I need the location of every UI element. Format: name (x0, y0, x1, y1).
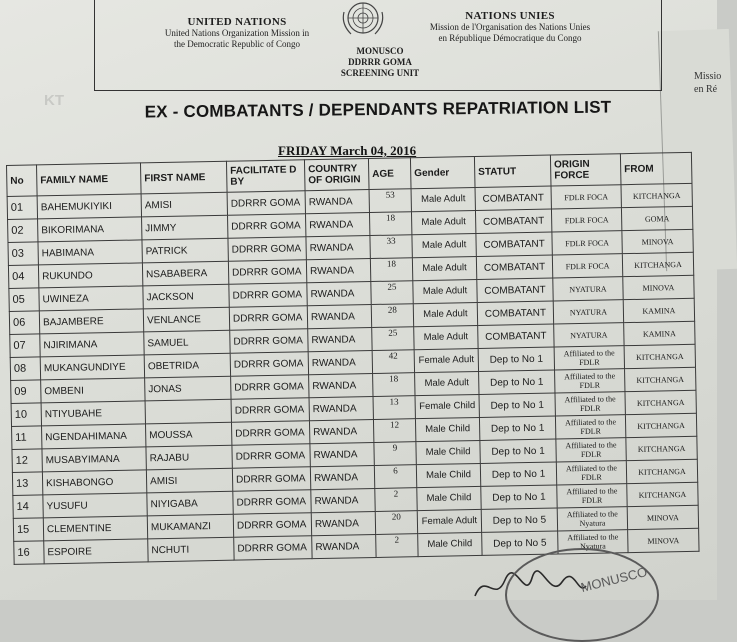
cell-no: 13 (12, 472, 42, 496)
cell-statut: COMBATANT (476, 255, 552, 279)
cell-from: KITCHANGA (626, 459, 697, 483)
org-title-en: UNITED NATIONS (187, 16, 287, 28)
cell-no: 09 (11, 380, 41, 404)
cell-force: FDLR FOCA (551, 208, 621, 232)
cell-country: RWANDA (305, 213, 369, 237)
cell-facilitated: DDRRR GOMA (231, 398, 309, 422)
cell-age: 33 (370, 235, 412, 259)
unit-block (325, 46, 435, 79)
cell-family: RUKUNDO (38, 263, 142, 288)
cell-gender: Male Child (415, 417, 479, 441)
cell-first: MUKAMANZI (147, 514, 233, 539)
letterhead-french (395, 10, 625, 44)
cell-age: 13 (373, 396, 415, 420)
photo-watermark: KT (44, 92, 64, 109)
cell-no: 14 (13, 495, 43, 519)
cell-force: Affiliated to the FDLR (555, 392, 625, 416)
cell-gender: Male Child (416, 463, 480, 487)
cell-age: 12 (373, 419, 415, 443)
cell-statut: COMBATANT (477, 278, 553, 302)
cell-facilitated: DDRRR GOMA (228, 260, 306, 284)
cell-country: RWANDA (308, 328, 372, 352)
cell-gender: Male Child (418, 532, 482, 556)
cell-from: KAMINA (624, 321, 695, 345)
cell-family: OMBENI (41, 378, 145, 403)
cell-statut: COMBATANT (475, 209, 551, 233)
cell-first: MOUSSA (145, 422, 231, 447)
un-emblem-icon (335, 0, 391, 44)
cell-first: OBETRIDA (144, 353, 230, 378)
cell-force: NYATURA (553, 300, 623, 324)
cell-facilitated: DDRRR GOMA (231, 421, 309, 445)
cell-no: 06 (9, 311, 39, 335)
cell-first: PATRICK (142, 238, 228, 263)
cell-no: 11 (12, 426, 42, 450)
cell-first: JONAS (145, 376, 231, 401)
cell-family: MUSABYIMANA (42, 447, 146, 472)
cell-country: RWANDA (311, 488, 375, 512)
cell-from: KAMINA (623, 298, 694, 322)
cell-country: RWANDA (305, 190, 369, 214)
cell-country: RWANDA (308, 351, 372, 375)
column-header: FIRST NAME (140, 161, 227, 194)
cell-facilitated: DDRRR GOMA (233, 513, 311, 537)
cell-country: RWANDA (306, 236, 370, 260)
cell-force: Affiliated to the FDLR (555, 369, 625, 393)
cell-facilitated: DDRRR GOMA (234, 536, 312, 560)
cell-force: Affiliated to the FDLR (554, 346, 624, 370)
cell-no: 05 (9, 288, 39, 312)
org-subtitle-en-1: United Nations Organization Mission in (164, 28, 310, 38)
cell-force: FDLR FOCA (552, 254, 622, 278)
unit-line-ddrrr: DDRRR GOMA (348, 57, 412, 67)
cell-statut: Dep to No 1 (480, 439, 556, 463)
cell-facilitated: DDRRR GOMA (231, 375, 309, 399)
cell-family: CLEMENTINE (43, 516, 147, 541)
cell-facilitated: DDRRR GOMA (232, 467, 310, 491)
cell-first: AMISI (141, 192, 227, 217)
cell-first: AMISI (146, 468, 232, 493)
cell-gender: Male Adult (413, 279, 477, 303)
cell-no: 10 (11, 403, 41, 427)
cell-statut: COMBATANT (478, 324, 554, 348)
cell-statut: Dep to No 1 (478, 347, 554, 371)
cell-age: 9 (374, 442, 416, 466)
cell-from: KITCHANGA (624, 344, 695, 368)
cell-age: 53 (369, 189, 411, 213)
cell-facilitated: DDRRR GOMA (232, 444, 310, 468)
cell-statut: COMBATANT (477, 301, 553, 325)
column-header: STATUT (474, 155, 551, 187)
cell-no: 16 (14, 541, 44, 565)
cell-first: NIYIGABA (147, 491, 233, 516)
cell-no: 08 (10, 357, 40, 381)
cell-age: 20 (375, 511, 417, 535)
cell-country: RWANDA (309, 374, 373, 398)
cell-age: 6 (374, 465, 416, 489)
letterhead-english (127, 16, 347, 50)
cell-family: BIKORIMANA (38, 217, 142, 242)
cell-gender: Male Adult (413, 302, 477, 326)
cell-no: 01 (7, 196, 37, 220)
cell-first: SAMUEL (144, 330, 230, 355)
cell-force: Affiliated to the FDLR (556, 438, 626, 462)
cell-country: RWANDA (311, 511, 375, 535)
org-subtitle-fr-1: Mission de l'Organisation des Nations Unies (429, 22, 591, 32)
cell-facilitated: DDRRR GOMA (229, 283, 307, 307)
cell-family: YUSUFU (43, 493, 147, 518)
cell-family: NGENDAHIMANA (42, 424, 146, 449)
org-subtitle-en-2: the Democratic Republic of Congo (174, 39, 300, 49)
cell-from: KITCHANGA (625, 390, 696, 414)
cell-no: 07 (10, 334, 40, 358)
repatriation-table-wrapper (6, 152, 700, 565)
stamp-text: MONUSCO (579, 564, 649, 595)
unit-line-monusco: MONUSCO (356, 46, 404, 56)
column-header: FROM (620, 152, 692, 184)
cell-facilitated: DDRRR GOMA (233, 490, 311, 514)
cell-from: MINOVA (627, 505, 698, 529)
cell-gender: Female Adult (414, 348, 478, 372)
adjacent-sheet-line: en Ré (694, 84, 718, 95)
cell-age: 2 (376, 534, 418, 558)
cell-from: KITCHANGA (625, 413, 696, 437)
cell-gender: Female Child (415, 394, 479, 418)
cell-statut: Dep to No 1 (479, 370, 555, 394)
cell-first: VENLANCE (143, 307, 229, 332)
column-header: Gender (410, 157, 475, 189)
cell-from: MINOVA (623, 275, 694, 299)
cell-no: 04 (8, 265, 38, 289)
adjacent-sheet-line: Missio (694, 71, 722, 82)
cell-statut: Dep to No 1 (479, 393, 555, 417)
cell-age: 25 (371, 281, 413, 305)
cell-country: RWANDA (307, 305, 371, 329)
cell-age: 42 (372, 350, 414, 374)
cell-country: RWANDA (309, 419, 373, 443)
cell-facilitated: DDRRR GOMA (227, 191, 305, 215)
cell-force: Affiliated to the FDLR (557, 484, 627, 508)
cell-family: BAJAMBERE (39, 309, 143, 334)
cell-from: KITCHANGA (626, 436, 697, 460)
cell-force: FDLR FOCA (551, 185, 621, 209)
cell-facilitated: DDRRR GOMA (228, 237, 306, 261)
cell-country: RWANDA (307, 282, 371, 306)
unit-line-screening: SCREENING UNIT (340, 68, 420, 78)
cell-statut: Dep to No 1 (480, 462, 556, 486)
cell-force: Affiliated to the FDLR (555, 415, 625, 439)
cell-from: MINOVA (622, 229, 693, 253)
cell-from: KITCHANGA (621, 183, 692, 207)
letterhead-box (94, 0, 662, 91)
cell-age: 28 (371, 304, 413, 328)
cell-from: KITCHANGA (625, 367, 696, 391)
repatriation-table (6, 152, 700, 565)
cell-gender: Male Child (417, 486, 481, 510)
column-header: ORIGIN FORCE (550, 154, 621, 186)
cell-statut: Dep to No 1 (481, 485, 557, 509)
cell-no: 12 (12, 449, 42, 473)
column-header: FAMILY NAME (37, 163, 142, 196)
cell-facilitated: DDRRR GOMA (230, 329, 308, 353)
cell-gender: Male Adult (412, 233, 476, 257)
cell-force: Affiliated to the Nyatura (558, 530, 628, 554)
cell-statut: Dep to No 1 (479, 416, 555, 440)
cell-statut: COMBATANT (475, 186, 551, 210)
column-header: AGE (368, 158, 411, 190)
cell-from: KITCHANGA (627, 482, 698, 506)
cell-family: BAHEMUKIYIKI (37, 194, 141, 219)
cell-family: KISHABONGO (42, 470, 146, 495)
cell-age: 18 (369, 212, 411, 236)
cell-age: 25 (372, 327, 414, 351)
cell-facilitated: DDRRR GOMA (229, 306, 307, 330)
cell-no: 15 (13, 518, 43, 542)
cell-gender: Female Adult (417, 509, 481, 533)
cell-force: NYATURA (554, 323, 624, 347)
cell-gender: Male Child (416, 440, 480, 464)
cell-gender: Male Adult (411, 210, 475, 234)
cell-from: KITCHANGA (622, 252, 693, 276)
org-title-fr: NATIONS UNIES (465, 10, 555, 22)
cell-force: Affiliated to the FDLR (556, 461, 626, 485)
cell-family: ESPOIRE (44, 539, 148, 564)
org-subtitle-fr-2: en République Démocratique du Congo (438, 33, 582, 43)
cell-facilitated: DDRRR GOMA (228, 214, 306, 238)
cell-country: RWANDA (310, 442, 374, 466)
cell-age: 18 (370, 258, 412, 282)
cell-facilitated: DDRRR GOMA (230, 352, 308, 376)
column-header: COUNTRY OF ORIGIN (304, 159, 369, 191)
cell-force: Affiliated to the Nyatura (557, 507, 627, 531)
cell-force: NYATURA (553, 277, 623, 301)
cell-country: RWANDA (312, 534, 376, 558)
column-header: No (7, 165, 38, 197)
cell-gender: Male Adult (414, 325, 478, 349)
cell-first: JIMMY (142, 215, 228, 240)
cell-first: RAJABU (146, 445, 232, 470)
cell-country: RWANDA (309, 396, 373, 420)
cell-family: NJIRIMANA (40, 332, 144, 357)
cell-force: FDLR FOCA (552, 231, 622, 255)
document-title: EX - COMBATANTS / DEPENDANTS REPATRIATION LIST (144, 97, 612, 122)
cell-first: JACKSON (143, 284, 229, 309)
cell-country: RWANDA (310, 465, 374, 489)
cell-family: NTIYUBAHE (41, 401, 145, 426)
cell-gender: Male Adult (412, 256, 476, 280)
cell-age: 18 (373, 373, 415, 397)
cell-first (145, 399, 231, 424)
cell-statut: Dep to No 5 (482, 531, 558, 555)
document-date: FRIDAY March 04, 2016 (278, 143, 417, 158)
cell-statut: COMBATANT (476, 232, 552, 256)
cell-gender: Male Adult (411, 188, 475, 212)
cell-age: 2 (375, 488, 417, 512)
adjacent-sheet-text (694, 70, 721, 96)
cell-family: MUKANGUNDIYE (40, 355, 144, 380)
column-header: FACILITATE D BY (226, 160, 305, 192)
cell-first: NSABABERA (142, 261, 228, 286)
cell-no: 02 (8, 219, 38, 243)
cell-family: HABIMANA (38, 240, 142, 265)
cell-statut: Dep to No 5 (481, 508, 557, 532)
cell-country: RWANDA (306, 259, 370, 283)
cell-from: MINOVA (628, 528, 699, 552)
cell-first: NCHUTI (148, 537, 234, 562)
cell-no: 03 (8, 242, 38, 266)
cell-family: UWINEZA (39, 286, 143, 311)
cell-gender: Male Adult (415, 371, 479, 395)
cell-from: GOMA (621, 206, 692, 230)
